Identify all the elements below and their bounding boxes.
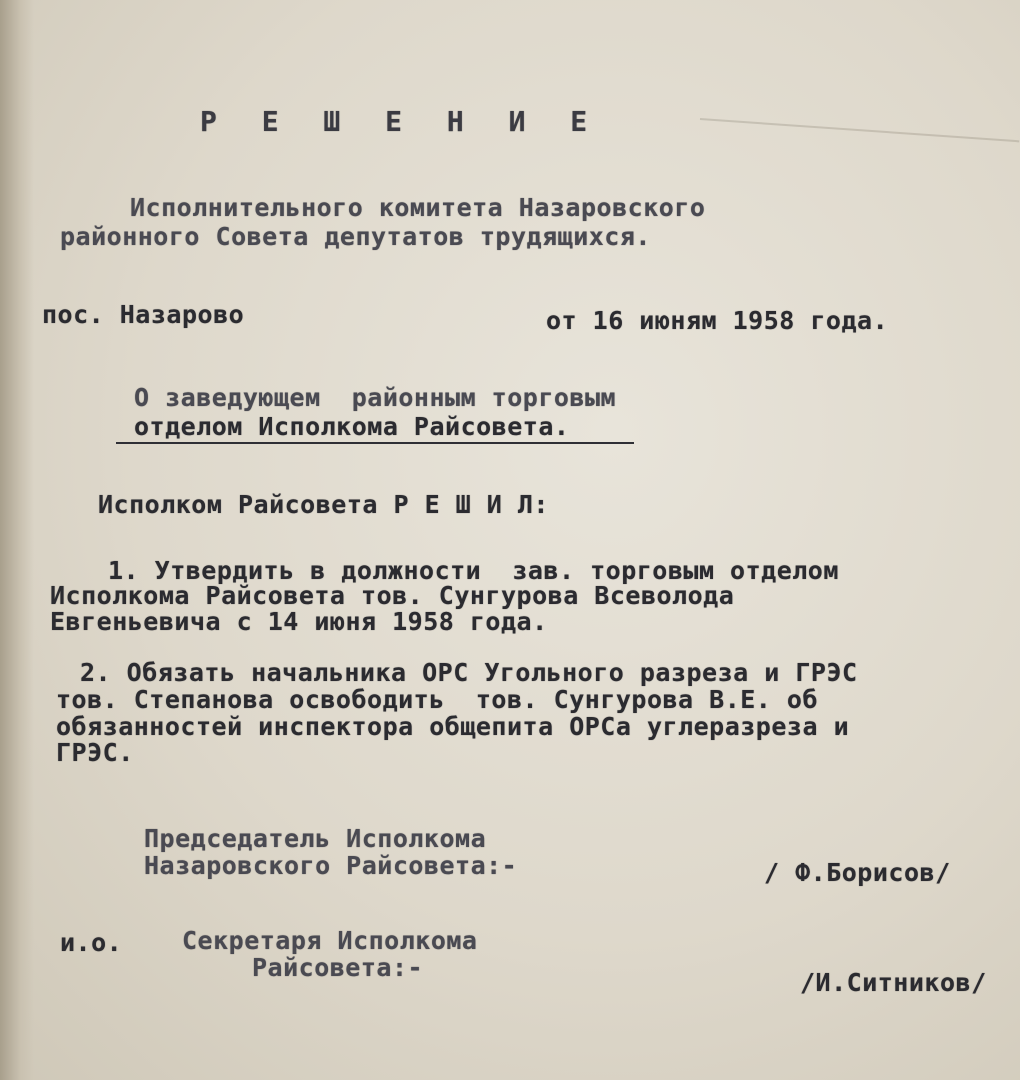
item-1-line-3: Евгеньевича с 14 июня 1958 года. — [50, 607, 548, 636]
subject-underline — [116, 442, 634, 444]
item-1-line-2: Исполкома Райсовета тов. Сунгурова Всеволода — [50, 581, 735, 610]
subject-line-1: О заведующем районным торговым — [134, 383, 617, 412]
item-2-line-4: ГРЭС. — [56, 738, 134, 767]
subject-line-2: отделом Исполкома Райсовета. — [134, 412, 570, 441]
item-1-line-1: 1. Утвердить в должности зав. торговым отделом — [108, 556, 839, 585]
secretary-title-line-1: Секретаря Исполкома — [182, 926, 478, 955]
secretary-prefix: и.о. — [60, 928, 123, 957]
chair-title-line-1: Председатель Исполкома — [144, 824, 487, 853]
document-title: Р Е Ш Е Н И Е — [200, 105, 602, 138]
secretary-signature: /И.Ситников/ — [800, 968, 987, 997]
item-2-line-3: обязанностей инспектора общепита ОРСа углеразреза и — [56, 712, 850, 741]
item-2-line-2: тов. Степанова освободить тов. Сунгурова В.Е. об — [56, 685, 819, 714]
issuer-line-2: районного Совета депутатов трудящихся. — [60, 222, 651, 251]
chair-signature: / Ф.Борисов/ — [764, 858, 951, 887]
place-label: пос. Назарово — [42, 300, 245, 329]
secretary-title-line-2: Райсовета:- — [252, 953, 424, 982]
item-2-line-1: 2. Обязать начальника ОРС Угольного разреза и ГРЭС — [80, 658, 858, 687]
issuer-line-1: Исполнительного комитета Назаровского — [130, 193, 706, 222]
chair-title-line-2: Назаровского Райсовета:- — [144, 851, 518, 880]
paper-fold-line — [700, 118, 1019, 142]
date-label: от 16 июням 1958 года. — [546, 306, 889, 335]
page-left-edge — [0, 0, 34, 1080]
decision-heading: Исполком Райсовета Р Е Ш И Л: — [98, 490, 549, 519]
